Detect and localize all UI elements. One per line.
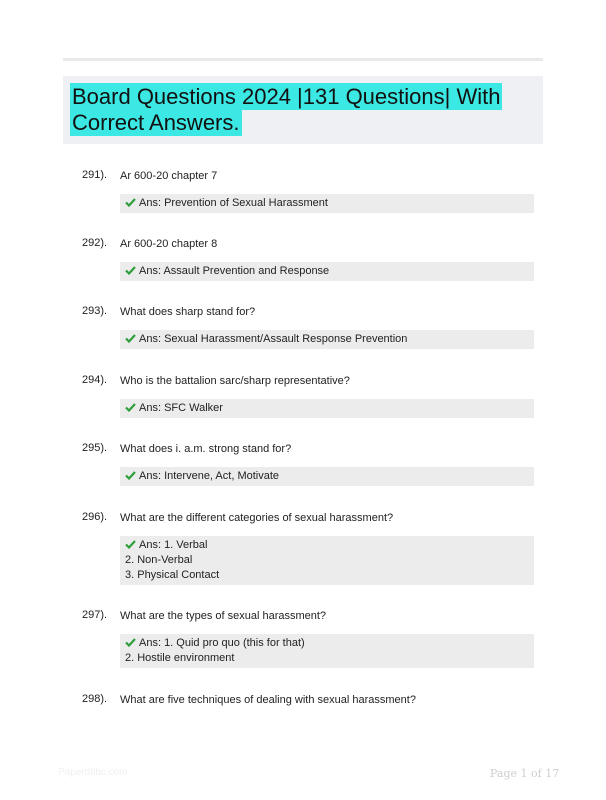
page-number: Page 1 of 17 [490,767,560,780]
page-title: Board Questions 2024 |131 Questions| With Correct Answers. [72,84,501,135]
check-icon [125,198,136,207]
question-number: 291). [82,169,108,181]
check-icon [125,638,136,647]
question-number: 294). [82,374,108,386]
answer-box [120,634,534,668]
answer-text: Ans: 1. Quid pro quo (this for that) [139,637,305,649]
answer-text: Ans: Assault Prevention and Response [139,265,330,277]
answer-box [120,467,534,486]
answer-text: 3. Physical Contact [125,569,220,581]
answer-box [120,262,534,281]
answer-text: 2. Non-Verbal [125,554,193,566]
question-number: 292). [82,237,108,249]
question-number: 295). [82,442,108,454]
answer-text: Ans: 1. Verbal [139,539,208,551]
question-number: 298). [82,693,108,705]
check-icon [125,540,136,549]
check-icon [125,334,136,343]
footer-watermark: Paperdtlbc.com [58,767,128,778]
answer-text: Ans: Intervene, Act, Motivate [139,470,280,482]
question-text: Who is the battalion sarc/sharp representative? [120,375,350,387]
answer-text: Ans: Sexual Harassment/Assault Response Prevention [139,333,408,345]
answer-box [120,399,534,418]
answer-box [120,330,534,349]
question-text: What does sharp stand for? [120,306,256,318]
check-icon [125,266,136,275]
answer-text: Ans: SFC Walker [139,402,223,414]
question-number: 297). [82,609,108,621]
question-text: Ar 600-20 chapter 7 [120,170,218,182]
top-rule [63,58,543,61]
answer-text: Ans: Prevention of Sexual Harassment [139,197,328,209]
question-text: What are five techniques of dealing with sexual harassment? [120,694,416,706]
question-number: 293). [82,305,108,317]
question-text: What does i. a.m. strong stand for? [120,443,292,455]
answer-text: 2. Hostile environment [125,652,235,664]
check-icon [125,403,136,412]
question-text: Ar 600-20 chapter 8 [120,238,218,250]
check-icon [125,471,136,480]
answer-box [120,194,534,213]
question-text: What are the different categories of sexual harassment? [120,512,394,524]
question-text: What are the types of sexual harassment? [120,610,327,622]
question-number: 296). [82,511,108,523]
answer-box [120,536,534,585]
